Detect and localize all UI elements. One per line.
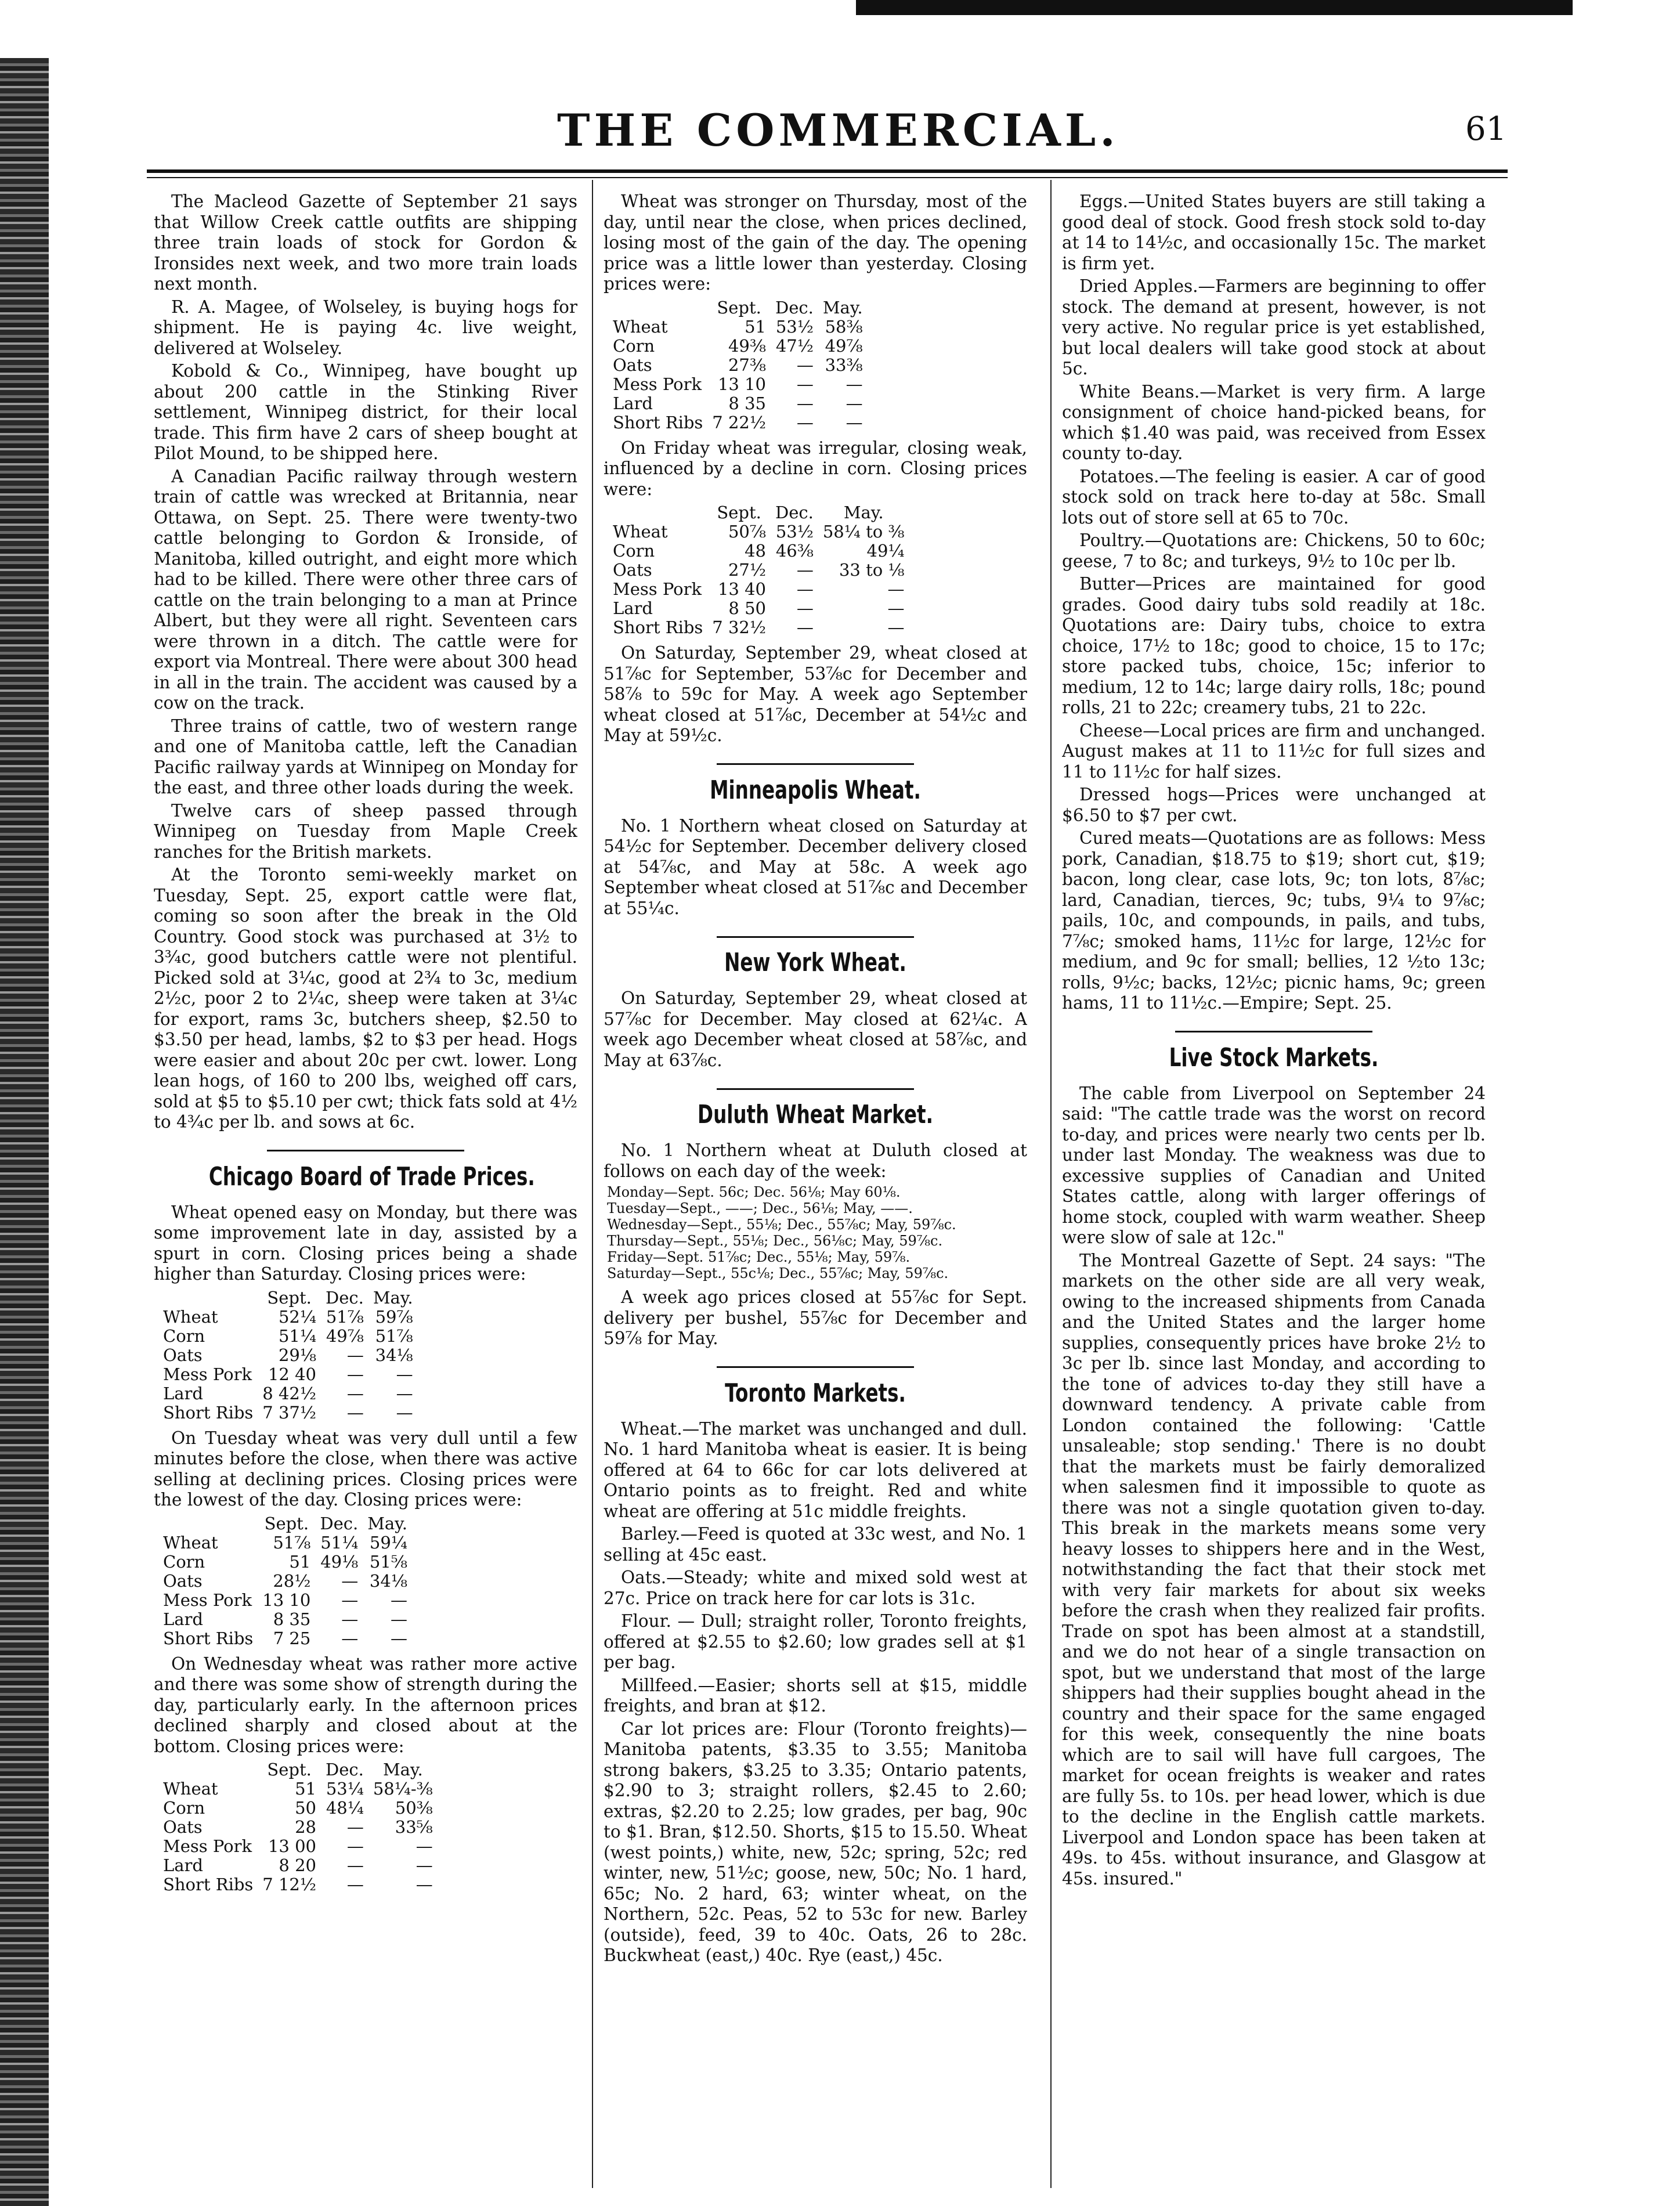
- cell-may: —: [846, 412, 863, 432]
- cell-dec: 46⅜: [775, 541, 814, 561]
- column-header: Dec.: [775, 503, 814, 522]
- paragraph: The Macleod Gazette of September 21 says that Willow Creek cattle outfits are shipping three train loads of stock for Gordon & Ironsides next week, and two more train loads next month.: [154, 192, 577, 294]
- row-label: Short Ribs: [163, 1875, 254, 1894]
- table-row: [608, 337, 868, 356]
- section-heading: Minneapolis Wheat.: [710, 775, 921, 805]
- paragraph: Twelve cars of sheep passed through Winnipeg on Tuesday from Maple Creek ranches for the British markets.: [154, 800, 577, 862]
- paragraph: Cheese—Local prices are firm and unchanged. August makes at 11 to 11½c for full sizes and 11 to 11½c for half sizes.: [1062, 720, 1486, 782]
- list-item: Thursday—Sept., 55⅛; Dec., 56⅛c; May, 59⅞c.: [607, 1233, 943, 1249]
- cell-dec: —: [341, 1590, 359, 1610]
- cell-sept: 13 40: [717, 579, 766, 599]
- table-row: [158, 1610, 412, 1629]
- cell-dec: —: [796, 393, 814, 413]
- table-row: [158, 1552, 412, 1572]
- paragraph: Potatoes.—The feeling is easier. A car of good stock sold on track here to-day at 58c. Small lots out of store sell at 65 to 70c.: [1062, 466, 1486, 528]
- table-row: [158, 1799, 438, 1818]
- column-header: May.: [382, 1760, 423, 1779]
- cell-sept: 7 22½: [712, 412, 766, 432]
- paragraph: No. 1 Northern wheat at Duluth closed at follows on each day of the week:: [604, 1140, 1027, 1181]
- cell-may: —: [887, 598, 905, 618]
- cell-dec: —: [796, 618, 814, 637]
- cell-may: 58¼ to ⅜: [822, 522, 905, 541]
- section-divider: [604, 759, 1027, 770]
- row-label: Lard: [613, 598, 653, 618]
- row-label: Wheat: [163, 1779, 218, 1799]
- table-row: [608, 599, 909, 618]
- table-row: [158, 1365, 418, 1384]
- row-label: Short Ribs: [163, 1402, 254, 1422]
- cell-sept: 52¼: [278, 1306, 316, 1327]
- cell-dec: —: [796, 412, 814, 432]
- table-row: [158, 1327, 418, 1346]
- table-row: [608, 580, 909, 599]
- cell-may: 49¼: [866, 541, 905, 561]
- paragraph: Barley.—Feed is quoted at 33c west, and No. 1 selling at 45c east.: [604, 1524, 1027, 1565]
- cell-may: —: [396, 1402, 413, 1422]
- table-row: [608, 356, 868, 375]
- cell-sept: 27⅜: [728, 355, 766, 375]
- cell-dec: 49⅛: [320, 1551, 359, 1572]
- paragraph: R. A. Magee, of Wolseley, is buying hogs for shipment. He is paying 4c. live weight, delivered at Wolseley.: [154, 297, 577, 358]
- cell-sept: 51: [295, 1779, 316, 1799]
- table-row: [158, 1818, 438, 1837]
- section-heading: Toronto Markets.: [725, 1378, 906, 1408]
- section-heading: New York Wheat.: [724, 948, 906, 977]
- cell-may: 50⅜: [395, 1798, 433, 1818]
- cell-dec: 47½: [775, 335, 814, 356]
- cell-may: —: [846, 374, 863, 394]
- table-row: [158, 1346, 418, 1365]
- column-header: May.: [367, 1513, 407, 1533]
- column-header: Dec.: [775, 297, 814, 317]
- cell-may: —: [416, 1875, 433, 1894]
- section-heading: Duluth Wheat Market.: [698, 1100, 933, 1129]
- paragraph: At the Toronto semi-weekly market on Tuesday, Sept. 25, export cattle were flat, coming so soon after the break in the Old Country. Good stock was purchased at 3½ to 3¾c, good butchers cattle were not plentiful. Picked sold at 3¼c, good at 2¾ to 3c, medium 2½c, poor 2 to 2¼c, sheep were taken at 3¼c for export, rams 3c, butchers sheep, $2.50 to $3.50 per head, lambs, $2 to $3 per head. Hogs were easier and about 20c per cwt. lower. Long lean hogs, of 160 to 200 lbs, weighed off cars, sold at $5 to $5.10 per cwt; thick fats sold at 4½ to 4¾c per lb. and sows at 6c.: [154, 865, 577, 1132]
- cell-sept: 29⅛: [278, 1345, 316, 1365]
- row-label: Corn: [163, 1551, 205, 1572]
- paragraph: On Friday wheat was irregular, closing weak, influenced by a decline in corn. Closing prices were:: [604, 438, 1027, 499]
- cell-sept: 49⅜: [728, 335, 766, 356]
- paragraph: No. 1 Northern wheat closed on Saturday at 54½c for September. December delivery closed at 54⅞c, and May at 58c. A week ago September wheat closed at 51⅞c and December at 55¼c.: [604, 815, 1027, 918]
- column-header: Sept.: [267, 1287, 312, 1308]
- table-header-row: [608, 503, 909, 522]
- cell-sept: 50: [295, 1798, 316, 1818]
- paragraph: Poultry.—Quotations are: Chickens, 50 to 60c; geese, 7 to 8c; and turkeys, 9½ to 10c per lb.: [1062, 530, 1486, 571]
- column-header: May.: [843, 503, 884, 522]
- table-row: [608, 541, 909, 561]
- section-divider: [1062, 1027, 1486, 1037]
- table-row: [158, 1384, 418, 1403]
- row-label: Mess Pork: [163, 1590, 252, 1610]
- cell-sept: 8 35: [728, 393, 766, 413]
- cell-dec: —: [346, 1836, 364, 1856]
- table-row: [608, 618, 909, 637]
- cell-sept: 8 50: [728, 598, 766, 618]
- cell-dec: 49⅞: [326, 1326, 364, 1346]
- paragraph: A Canadian Pacific railway through western train of cattle was wrecked at Britannia, near Ottawa, on Sept. 25. There were twenty-two cattle belonging to Gordon & Ironside, of Manitoba, killed outright, and eight more which had to be killed. There were other three cars of cattle on the train belonging to a man at Prince Albert, but they were all right. Seventeen cars were thrown in a ditch. The cattle were for export via Montreal. There were about 300 head in all in the train. The accident was caused by a cow on the track.: [154, 466, 577, 713]
- column-2: [604, 192, 1027, 2188]
- row-label: Oats: [163, 1570, 203, 1591]
- cell-dec: 51⅞: [326, 1306, 364, 1327]
- cell-dec: 53¼: [326, 1779, 364, 1799]
- paragraph: Eggs.—United States buyers are still taking a good deal of stock. Good fresh stock sold to-day at 14 to 14½c, and occasionally 15c. The market is firm yet.: [1062, 192, 1486, 273]
- row-label: Short Ribs: [163, 1628, 254, 1648]
- cell-dec: —: [346, 1364, 364, 1384]
- cell-may: 58¼-⅜: [373, 1779, 433, 1799]
- header-rule: [147, 169, 1508, 173]
- cell-sept: 8 20: [279, 1855, 316, 1875]
- cell-dec: —: [341, 1628, 359, 1648]
- cell-may: 49⅞: [825, 335, 863, 356]
- paragraph: Cured meats—Quotations are as follows: Mess pork, Canadian, $18.75 to $19; short cut, $19; bacon, long clear, case lots, 9c; ton lots, 8⅞c; lard, Canadian, tierces, 9c; tubs, 9¼ to 9⅞c; pails, 10c, and compounds, in pails, and tubs, 7⅞c; smoked hams, 11½c for large, 12½c for medium, and 9c for small; bellies, 12 ½to 13c; rolls, 9½c; backs, 12½c; picnic hams, 9c; green hams, 11 to 11½c.—Empire; Sept. 25.: [1062, 828, 1486, 1013]
- cell-may: 51⅞: [375, 1326, 413, 1346]
- column-header: May.: [373, 1287, 413, 1308]
- table-row: [158, 1629, 412, 1648]
- row-label: Oats: [613, 560, 652, 580]
- paragraph: The Montreal Gazette of Sept. 24 says: "The markets on the other side are all very weak, owing to the increased shipments from Canada and the United States and the larger home supplies, consequently prices have broke 2½ to 3c per lb. since last Monday, and according to the tone of advices to-day they still have a downward tendency. A private cable from London contained the following: 'Cattle unsaleable; stop sending.' There is no doubt that the markets must be fairly demoralized when salesmen find it impossible to quote as there was not a single quotation given to-day. This break in the markets means some very heavy losses to shippers here and in the West, notwithstanding the fact that their stock met with very fair markets for about six weeks before the crash when they realized fair profits. Trade on spot has been almost at a standstill, and we do not hear of a single transaction on spot, but we understand that most of the large shippers had their supplies bought ahead in the country and their space for the same engaged for this week, consequently the nine boats which are to sail will have full cargoes, The market for ocean freights is weaker and rates are fully 5s. to 10s. per head lower, which is due to the decline in the English cattle markets. Liverpool and London space has been taken at 49s. to 45s. without insurance, and Glasgow at 45s. insured.": [1062, 1250, 1486, 1889]
- cell-may: 34⅛: [375, 1345, 413, 1365]
- cell-may: —: [390, 1628, 407, 1648]
- column-header: Dec.: [325, 1287, 364, 1308]
- row-label: Mess Pork: [613, 579, 702, 599]
- table-row: [158, 1591, 412, 1610]
- row-label: Corn: [163, 1798, 205, 1818]
- section-heading: Chicago Board of Trade Prices.: [208, 1161, 535, 1192]
- paragraph: White Beans.—Market is very firm. A large consignment of choice hand-picked beans, for which $1.40 was paid, was received from Essex county to-day.: [1062, 381, 1486, 463]
- table-row: [158, 1308, 418, 1327]
- row-label: Corn: [163, 1326, 205, 1346]
- paragraph: Millfeed.—Easier; shorts sell at $15, middle freights, and bran at $12.: [604, 1675, 1027, 1716]
- paragraph: On Saturday, September 29, wheat closed at 57⅞c for December. May closed at 62¼c. A week ago December wheat closed at 58⅞c, and May at 63⅞c.: [604, 988, 1027, 1070]
- cell-may: 59¼: [369, 1532, 407, 1552]
- cell-sept: 13 10: [717, 374, 766, 394]
- paragraph: Butter—Prices are maintained for good grades. Good dairy tubs sold readily at 18c. Quotations are: Dairy tubs, choice to extra choice, 17½ to 18c; good to choice, 15 to 17c; store packed tubs, choice, 15c; inferior to medium, 12 to 14c; large dairy rolls, 18c; pound rolls, 21 to 22c; creamery tubs, 21 to 22c.: [1062, 574, 1486, 717]
- paragraph: Dried Apples.—Farmers are beginning to offer stock. The demand at present, however, is not very active. No regular price is yet established, but local dealers will take good stock at about 5c.: [1062, 276, 1486, 378]
- cell-sept: 28½: [273, 1570, 311, 1591]
- cell-dec: —: [796, 579, 814, 599]
- row-label: Mess Pork: [613, 374, 702, 394]
- cell-dec: —: [796, 355, 814, 375]
- price-table-wednesday: [158, 1760, 438, 1894]
- table-header-row: [158, 1760, 438, 1779]
- column-header: Dec.: [320, 1513, 359, 1533]
- cell-sept: 51¼: [278, 1326, 316, 1346]
- cell-may: 59⅞: [375, 1306, 413, 1327]
- table-row: [608, 522, 909, 541]
- row-label: Oats: [613, 355, 652, 375]
- paragraph: On Tuesday wheat was very dull until a few minutes before the close, when there was active selling at declining prices. Closing prices were the lowest of the day. Closing prices were:: [154, 1428, 577, 1510]
- row-label: Wheat: [163, 1532, 218, 1552]
- cell-dec: —: [796, 598, 814, 618]
- row-label: Short Ribs: [613, 412, 703, 432]
- top-border-bar: [856, 0, 1573, 15]
- binding-edge: [0, 58, 49, 2206]
- paragraph: Flour. — Dull; straight roller, Toronto freights, offered at $2.55 to $2.60; low grades sell at $1 per bag.: [604, 1611, 1027, 1672]
- table-row: [608, 317, 868, 337]
- table-row: [608, 561, 909, 580]
- price-table-friday: [608, 503, 909, 637]
- table-header-row: [608, 298, 868, 317]
- cell-sept: 28: [295, 1817, 316, 1837]
- list-item: Friday—Sept. 51⅞c; Dec., 55⅛; May, 59⅞.: [607, 1249, 911, 1265]
- row-label: Corn: [613, 335, 655, 356]
- cell-sept: 51: [289, 1551, 311, 1572]
- paragraph: Wheat.—The market was unchanged and dull. No. 1 hard Manitoba wheat is easier. It is being offered at 64 to 66c for car lots delivered at Ontario points as to freight. Red and white wheat are offering at 51c middle freights.: [604, 1418, 1027, 1521]
- cell-may: —: [416, 1836, 433, 1856]
- row-label: Lard: [163, 1609, 203, 1629]
- cell-dec: —: [346, 1855, 364, 1875]
- list-item: Wednesday—Sept., 55⅛; Dec., 55⅞c; May, 59⅞c.: [607, 1216, 956, 1233]
- row-label: Wheat: [163, 1306, 218, 1327]
- row-label: Oats: [163, 1817, 203, 1837]
- cell-may: 33⅜: [825, 355, 863, 375]
- paragraph: Wheat opened easy on Monday, but there was some improvement late in day, assisted by a spurt in corn. Closing prices being a shade higher than Saturday. Closing prices were:: [154, 1202, 577, 1284]
- paragraph: On Saturday, September 29, wheat closed at 51⅞c for September, 53⅞c for December and 58⅞ to 59c for May. A week ago September wheat closed at 51⅞c, December at 54½c and May at 59½c.: [604, 643, 1027, 745]
- duluth-daily-prices: [607, 1184, 1027, 1281]
- table-header-row: [158, 1514, 412, 1533]
- cell-dec: —: [346, 1402, 364, 1422]
- list-item: Monday—Sept. 56c; Dec. 56⅛; May 60⅛.: [607, 1184, 901, 1200]
- paragraph: The cable from Liverpool on September 24 said: "The cattle trade was the worst on record to-day, and prices were nearly two cents per lb. under last Monday. The weakness was due to excessive supplies of Canadian and United States cattle, along with larger offerings of home stock, coupled with warm weather. Sheep were slow of sale at 12c.": [1062, 1083, 1486, 1247]
- column-divider: [592, 180, 593, 2188]
- column-header: Sept.: [717, 297, 761, 317]
- cell-dec: —: [796, 374, 814, 394]
- section-heading: Live Stock Markets.: [1169, 1042, 1379, 1073]
- table-row: [608, 413, 868, 432]
- cell-may: —: [396, 1364, 413, 1384]
- cell-sept: 12 40: [268, 1364, 316, 1384]
- table-row: [158, 1837, 438, 1856]
- cell-dec: —: [346, 1383, 364, 1403]
- row-label: Lard: [163, 1383, 203, 1403]
- cell-may: —: [390, 1609, 407, 1629]
- cell-sept: 7 12½: [262, 1875, 316, 1894]
- row-label: Short Ribs: [613, 618, 703, 637]
- column-1: [154, 192, 577, 2188]
- table-row: [158, 1533, 412, 1552]
- section-divider: [604, 1362, 1027, 1373]
- cell-sept: 13 00: [268, 1836, 316, 1856]
- paragraph: Dressed hogs—Prices were unchanged at $6.50 to $7 per cwt.: [1062, 785, 1486, 825]
- row-label: Oats: [163, 1345, 203, 1365]
- cell-sept: 48: [745, 541, 766, 561]
- paragraph: On Wednesday wheat was rather more active and there was some show of strength during the day, particularly early. In the afternoon prices declined sharply and closed about at the bottom. Closing prices were:: [154, 1653, 577, 1756]
- table-header-row: [158, 1288, 418, 1308]
- cell-may: —: [416, 1855, 433, 1875]
- price-table-tuesday: [158, 1514, 412, 1648]
- cell-dec: —: [796, 560, 814, 580]
- cell-dec: 53½: [775, 316, 814, 337]
- list-item: Saturday—Sept., 55c⅛; Dec., 55⅞c; May, 59⅞c.: [607, 1265, 949, 1281]
- cell-dec: —: [346, 1875, 364, 1894]
- cell-dec: 53½: [775, 522, 814, 541]
- column-header: Sept.: [267, 1760, 312, 1779]
- cell-dec: —: [346, 1345, 364, 1365]
- table-row: [158, 1856, 438, 1875]
- row-label: Corn: [613, 541, 655, 561]
- row-label: Lard: [613, 393, 653, 413]
- paragraph: A week ago prices closed at 55⅞c for Sept. delivery per bushel, 55⅞c for December and 59⅞ for May.: [604, 1287, 1027, 1348]
- cell-sept: 51: [745, 316, 766, 337]
- section-divider: [154, 1146, 577, 1156]
- header-rule-thin: [147, 177, 1508, 178]
- page-number: 61: [1465, 110, 1507, 148]
- row-label: Wheat: [613, 316, 668, 337]
- cell-sept: 13 10: [262, 1590, 311, 1610]
- row-label: Wheat: [613, 522, 668, 541]
- cell-may: 33⅝: [395, 1817, 433, 1837]
- table-row: [608, 394, 868, 413]
- paragraph: Wheat was stronger on Thursday, most of the day, until near the close, when prices declined, losing most of the gain of the day. The opening price was a little lower than yesterday. Closing prices were:: [604, 192, 1027, 294]
- column-header: Sept.: [717, 503, 761, 522]
- cell-may: 34⅛: [369, 1570, 407, 1591]
- price-table-monday: [158, 1288, 418, 1422]
- cell-dec: —: [341, 1609, 359, 1629]
- section-divider: [604, 1084, 1027, 1094]
- column-header: Sept.: [264, 1513, 309, 1533]
- price-table-thursday: [608, 298, 868, 432]
- row-label: Mess Pork: [163, 1364, 252, 1384]
- cell-dec: —: [341, 1570, 359, 1591]
- masthead-title: THE COMMERCIAL.: [557, 104, 1119, 156]
- cell-sept: 7 25: [273, 1628, 311, 1648]
- column-header: May.: [822, 297, 863, 317]
- paragraph: Car lot prices are: Flour (Toronto freights)—Manitoba patents, $3.35 to 3.55; Manitoba strong bakers, $3.25 to 3.35; Ontario patents, $2.90 to 3; straight rollers, $2.45 to 2.60; extras, $2.20 to 2.25; low grades, per bag, 90c to $1. Bran, $12.50. Shorts, $15 to 15.50. Wheat (west points,) white, new, 52c; spring, 52c; red winter, new, 51½c; goose, new, 50c; No. 1 hard, 65c; No. 2 hard, 63; winter wheat, on the Northern, 52c. Peas, 52 to 53c for new. Barley (outside), feed, 39 to 40c. Oats, 26 to 28c. Buckwheat (east,) 40c. Rye (east,) 45c.: [604, 1718, 1027, 1965]
- cell-may: —: [846, 393, 863, 413]
- list-item: Tuesday—Sept., ——; Dec., 56⅛; May, ——.: [607, 1200, 913, 1216]
- row-label: Lard: [163, 1855, 203, 1875]
- column-3: [1062, 192, 1486, 2188]
- cell-may: —: [396, 1383, 413, 1403]
- cell-may: 33 to ⅛: [839, 560, 905, 580]
- paragraph: Oats.—Steady; white and mixed sold west at 27c. Price on track here for car lots is 31c.: [604, 1568, 1027, 1608]
- table-row: [158, 1572, 412, 1591]
- cell-sept: 8 42½: [262, 1383, 316, 1403]
- cell-may: 51⅝: [369, 1551, 407, 1572]
- cell-may: —: [887, 618, 905, 637]
- table-row: [158, 1875, 438, 1894]
- table-row: [158, 1403, 418, 1422]
- cell-may: —: [887, 579, 905, 599]
- cell-dec: 51¼: [320, 1532, 359, 1552]
- paragraph: Kobold & Co., Winnipeg, have bought up about 200 cattle in the Stinking River settlement, Winnipeg district, for their local trade. This firm have 2 cars of sheep bought at Pilot Mound, to be shipped here.: [154, 361, 577, 463]
- cell-sept: 51⅞: [273, 1532, 311, 1552]
- row-label: Mess Pork: [163, 1836, 252, 1856]
- column-header: Dec.: [325, 1760, 364, 1779]
- section-divider: [604, 931, 1027, 942]
- cell-sept: 7 32½: [712, 618, 766, 637]
- cell-sept: 50⅞: [728, 522, 766, 541]
- cell-dec: 48¼: [326, 1798, 364, 1818]
- cell-dec: —: [346, 1817, 364, 1837]
- table-row: [158, 1779, 438, 1799]
- cell-may: —: [390, 1590, 407, 1610]
- cell-may: 58⅜: [825, 316, 863, 337]
- table-row: [608, 375, 868, 394]
- cell-sept: 8 35: [273, 1609, 311, 1629]
- column-divider: [1050, 180, 1052, 2188]
- cell-sept: 27½: [728, 560, 766, 580]
- paragraph: Three trains of cattle, two of western range and one of Manitoba cattle, left the Canadian Pacific railway yards at Winnipeg on Monday for the east, and three other loads during the week.: [154, 716, 577, 797]
- cell-sept: 7 37½: [262, 1402, 316, 1422]
